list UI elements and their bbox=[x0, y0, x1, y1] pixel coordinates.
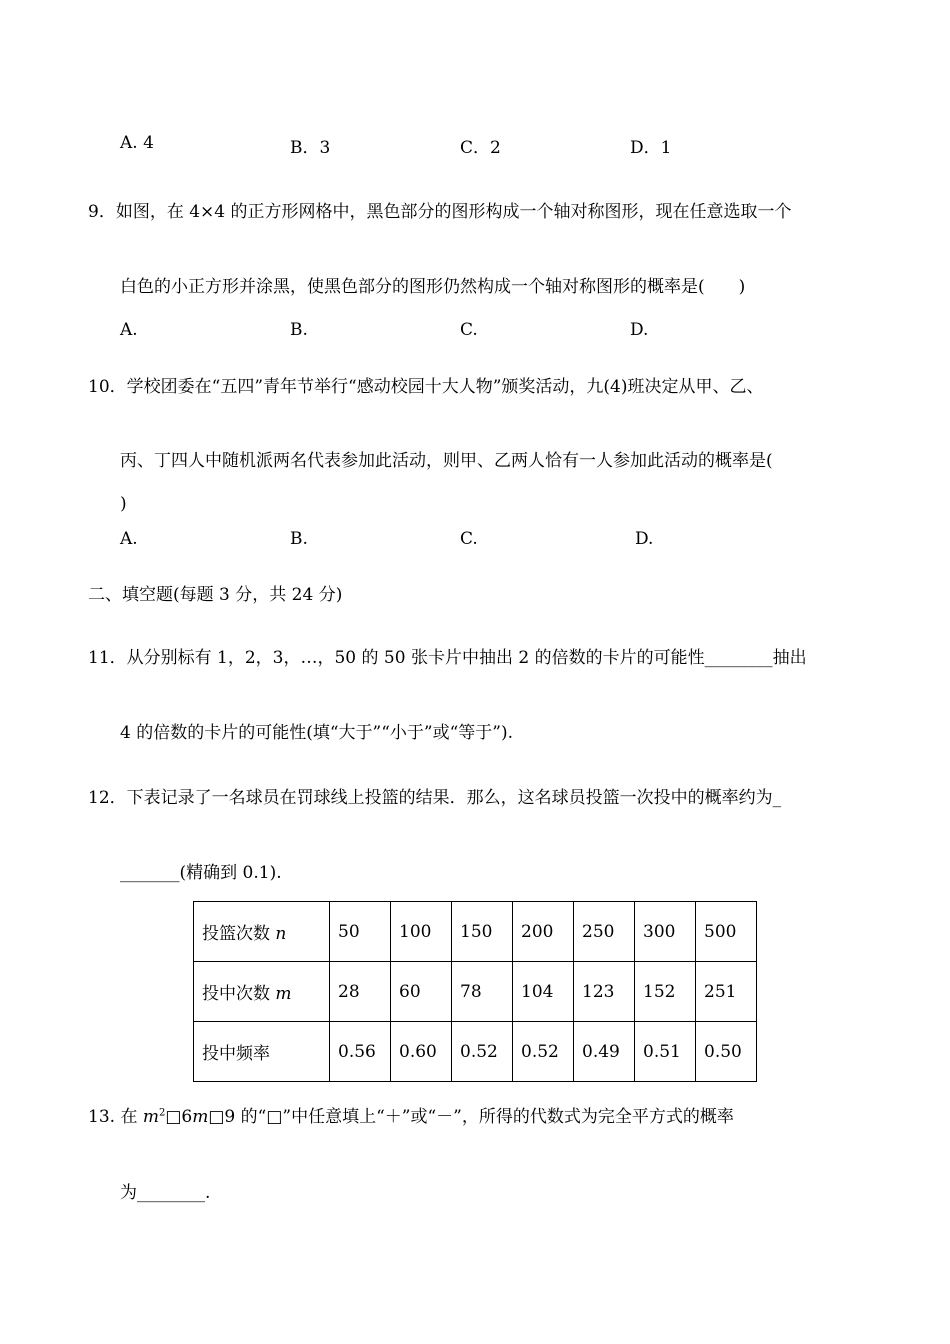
table-cell: 78 bbox=[452, 962, 513, 1022]
row-header-freq: 投中频率 bbox=[194, 1022, 330, 1082]
table-cell: 123 bbox=[574, 962, 635, 1022]
q9-line-2: 白色的小正方形并涂黑，使黑色部分的图形仍然构成一个轴对称图形的概率是( ) bbox=[120, 277, 746, 297]
q9-line-1: 9．如图，在 4×4 的正方形网格中，黑色部分的图形构成一个轴对称图形，现在任意选取一个 bbox=[88, 202, 792, 222]
q10-option-c: C. bbox=[460, 529, 478, 549]
table-cell: 250 bbox=[574, 902, 635, 962]
q9-option-a: A. bbox=[120, 320, 138, 340]
q8-option-a: A. 4 bbox=[120, 133, 154, 153]
table-cell: 0.52 bbox=[452, 1022, 513, 1082]
table-cell: 0.60 bbox=[391, 1022, 452, 1082]
table-cell: 0.51 bbox=[635, 1022, 696, 1082]
q9-option-d: D. bbox=[630, 320, 649, 340]
table-cell: 500 bbox=[696, 902, 757, 962]
q9-option-c: C. bbox=[460, 320, 478, 340]
row-header-m: 投中次数 m bbox=[194, 962, 330, 1022]
table-cell: 152 bbox=[635, 962, 696, 1022]
q10-option-d: D. bbox=[635, 529, 654, 549]
q10-line-1: 10．学校团委在“五四”青年节举行“感动校园十大人物”颁奖活动，九(4)班决定从甲、乙、 bbox=[88, 377, 764, 397]
q12-line-2: _______(精确到 0.1). bbox=[120, 863, 282, 883]
table-row bbox=[194, 1022, 757, 1082]
q10-line-3: ) bbox=[120, 494, 127, 514]
q8-option-b: B．3 bbox=[290, 138, 331, 158]
table-cell: 200 bbox=[513, 902, 574, 962]
table-cell: 28 bbox=[330, 962, 391, 1022]
q13-line-1: 13. 在 $m^2□6m□9$ 的“□”中任意填上“＋”或“－”，所得的代数式为完全平方式的概率 bbox=[88, 1107, 734, 1127]
q10-line-2: 丙、丁四人中随机派两名代表参加此活动，则甲、乙两人恰有一人参加此活动的概率是( bbox=[120, 451, 773, 471]
q11-line-1: 11．从分别标有 1，2，3，…，50 的 50 张卡片中抽出 2 的倍数的卡片的可能性________抽出 bbox=[88, 648, 807, 668]
shot-table bbox=[193, 901, 757, 1082]
section-heading: 二、填空题(每题 3 分，共 24 分) bbox=[88, 585, 343, 605]
table-cell: 300 bbox=[635, 902, 696, 962]
table-cell: 104 bbox=[513, 962, 574, 1022]
q11-line-2: 4 的倍数的卡片的可能性(填“大于”“小于”或“等于”). bbox=[120, 723, 514, 743]
table-row bbox=[194, 962, 757, 1022]
q12-line-1: 12．下表记录了一名球员在罚球线上投篮的结果．那么，这名球员投篮一次投中的概率约为_ bbox=[88, 788, 782, 808]
table-cell: 50 bbox=[330, 902, 391, 962]
table-cell: 0.56 bbox=[330, 1022, 391, 1082]
table-cell: 100 bbox=[391, 902, 452, 962]
q8-option-d: D．1 bbox=[630, 138, 672, 158]
row-header-n: 投篮次数 n bbox=[194, 902, 330, 962]
table-cell: 60 bbox=[391, 962, 452, 1022]
table-cell: 150 bbox=[452, 902, 513, 962]
table-cell: 0.50 bbox=[696, 1022, 757, 1082]
table-row bbox=[194, 902, 757, 962]
q13-line-2: 为________. bbox=[120, 1183, 211, 1203]
q9-option-b: B. bbox=[290, 320, 308, 340]
table-cell: 0.49 bbox=[574, 1022, 635, 1082]
table-cell: 251 bbox=[696, 962, 757, 1022]
q10-option-b: B. bbox=[290, 529, 308, 549]
q8-option-c: C．2 bbox=[460, 138, 501, 158]
q10-option-a: A. bbox=[120, 529, 138, 549]
table-cell: 0.52 bbox=[513, 1022, 574, 1082]
